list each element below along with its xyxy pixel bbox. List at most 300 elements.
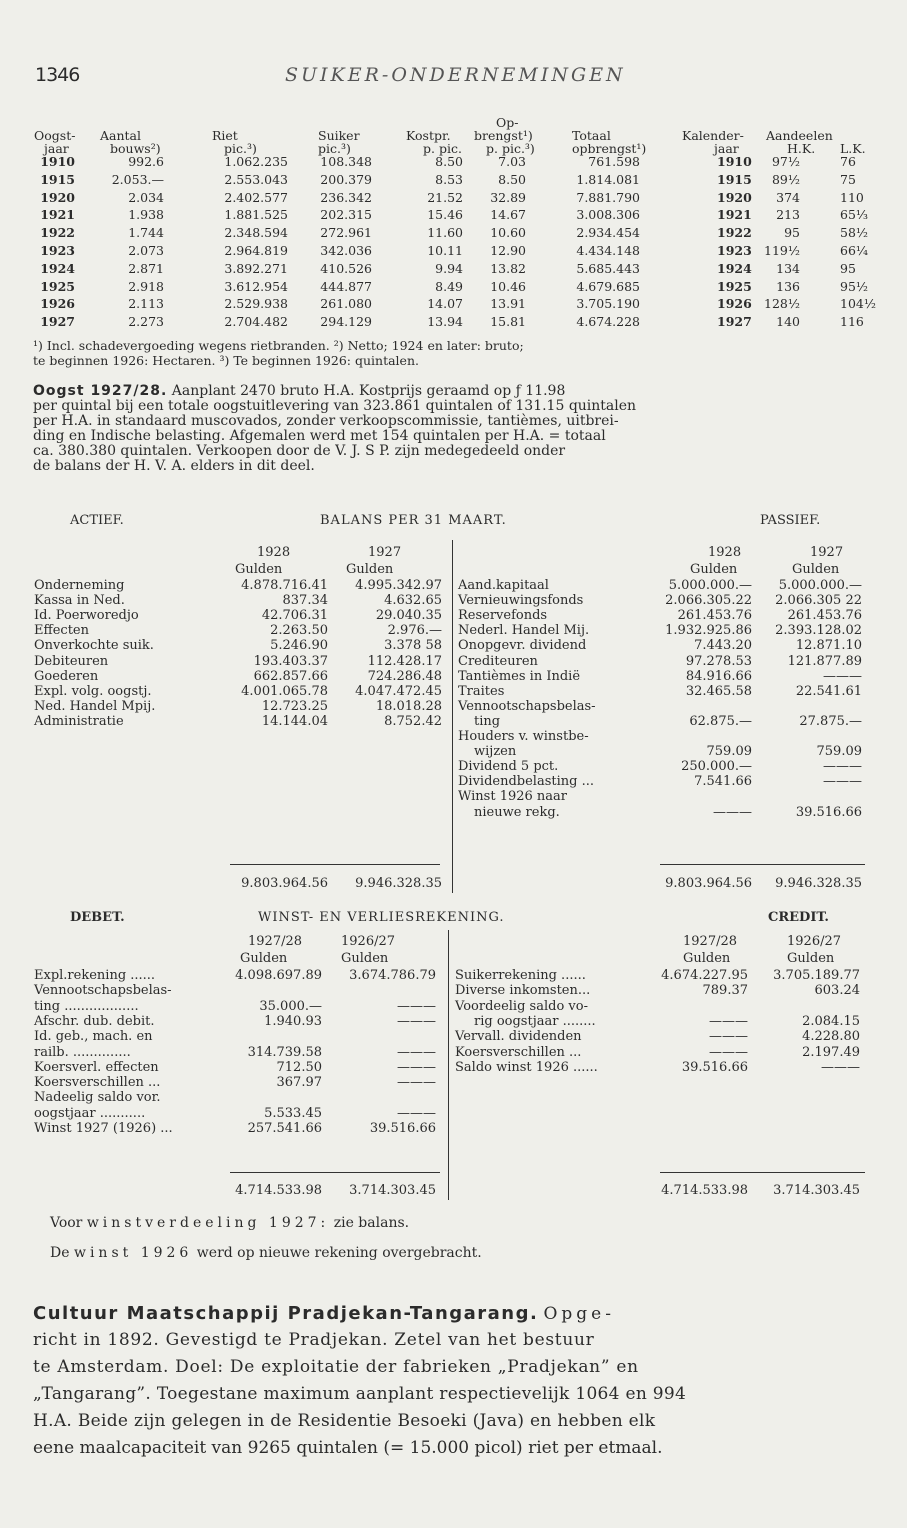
- passief-value: ———: [713, 804, 752, 820]
- credit-item: Koersverschillen ...: [455, 1044, 582, 1060]
- table-cell: 1910: [40, 154, 75, 169]
- table-cell: 2.348.594: [224, 225, 288, 241]
- passief-value: 121.877.89: [787, 653, 862, 669]
- table-cell: 261.080: [320, 296, 372, 312]
- passief-item: Dividendbelasting ...: [458, 774, 594, 790]
- passief-value: 7.541.66: [694, 774, 752, 790]
- table-cell: 15.81: [490, 314, 526, 330]
- winst-title: WINST- EN VERLIESREKENING.: [258, 910, 505, 925]
- table-cell: 10.11: [427, 243, 463, 258]
- table-cell: 1.938: [128, 207, 164, 223]
- total-rule: [230, 1172, 440, 1173]
- table-cell: 4.679.685: [576, 278, 640, 294]
- table-cell: 4.434.148: [576, 243, 640, 258]
- credit-value: 2.084.15: [802, 1013, 860, 1029]
- debet-value: 39.516.66: [369, 1121, 436, 1136]
- actief-item: Onverkochte suik.: [34, 638, 154, 654]
- table-cell: 13.94: [427, 314, 463, 330]
- balans-title: BALANS PER 31 MAART.: [320, 513, 507, 528]
- table-cell: 32.89: [490, 189, 526, 205]
- table-cell: 12.90: [490, 243, 526, 258]
- passief-item: ting: [474, 713, 501, 729]
- credit-value: ———: [709, 1013, 748, 1029]
- table-cell: 95½: [840, 278, 869, 294]
- actief-value: 2.263.50: [270, 623, 328, 639]
- credit-title: CREDIT.: [768, 910, 829, 925]
- credit-value: 2.197.49: [802, 1044, 860, 1060]
- debet-value: 314.739.58: [247, 1044, 322, 1060]
- passief-item: Traites: [458, 683, 505, 699]
- company-name: Cultuur Maatschappij Pradjekan-Tangarang.: [33, 1303, 539, 1324]
- column-header: Op-: [496, 115, 519, 130]
- passief-value: 2.066.305 22: [775, 593, 862, 609]
- table-cell: 200.379: [320, 171, 372, 187]
- table-cell: 21.52: [427, 189, 463, 205]
- credit-value: ———: [709, 1044, 748, 1060]
- unit-header: Gulden: [240, 951, 288, 966]
- table-cell: 761.598: [588, 154, 640, 169]
- oogst-line: per quintal bij een totale oogstuitlevering van 323.861 quintalen of 131.15 quintalen: [33, 398, 637, 414]
- oogst-heading: Oogst 1927/28.: [33, 383, 168, 399]
- passief-item: Aand.kapitaal: [458, 578, 549, 593]
- table-cell: 1927: [40, 314, 75, 330]
- unit-header: Gulden: [683, 951, 731, 966]
- table-cell: 1915: [40, 171, 75, 187]
- actief-value: 4.878.716.41: [241, 578, 328, 593]
- unit-header: Gulden: [792, 562, 840, 577]
- unit-header: Gulden: [235, 562, 283, 577]
- passief-value: 2.393.128.02: [775, 623, 862, 639]
- table-cell: 3.892.271: [224, 260, 288, 276]
- table-cell: 95: [784, 225, 800, 241]
- table-cell: 2.871: [128, 260, 164, 276]
- credit-value: 4.228.80: [802, 1029, 860, 1045]
- column-rule: [452, 540, 453, 893]
- actief-value: 29.040.35: [375, 608, 442, 624]
- table-cell: 89½: [771, 171, 800, 187]
- table-cell: 128½: [764, 296, 800, 312]
- table-cell: 2.553.043: [224, 171, 288, 187]
- table-cell: 10.60: [490, 225, 526, 241]
- table-cell: 108.348: [320, 154, 372, 169]
- table-cell: 2.034: [128, 189, 164, 205]
- column-header: L.K.: [840, 141, 866, 156]
- table-cell: 2.529.938: [224, 296, 288, 312]
- debet-value: ———: [397, 1059, 436, 1075]
- table-cell: 374: [776, 189, 800, 205]
- table-cell: 2.402.577: [224, 189, 288, 205]
- table-cell: 116: [840, 314, 864, 330]
- table-cell: 140: [776, 314, 800, 330]
- passief-item: nieuwe rekg.: [474, 804, 560, 820]
- table-cell: 1920: [717, 189, 752, 205]
- company-line: te Amsterdam. Doel: De exploitatie der fabrieken „Pradjekan” en: [33, 1357, 639, 1377]
- table-cell: 8.49: [435, 278, 463, 294]
- debet-item: Nadeelig saldo vor.: [34, 1090, 161, 1106]
- passief-item: Vennootschapsbelas-: [458, 698, 596, 714]
- actief-item: Ned. Handel Mpij.: [34, 698, 156, 714]
- table-cell: 294.129: [320, 314, 372, 330]
- table-cell: 13.91: [490, 296, 526, 312]
- note-text: Voor: [50, 1215, 83, 1231]
- oogst-line: de balans der H. V. A. elders in dit deel.: [33, 458, 315, 474]
- passief-value: 97.278.53: [685, 653, 752, 669]
- company-line: „Tangarang”. Toegestane maximum aanplant respectievelijk 1064 en 994: [33, 1384, 687, 1404]
- table-cell: 1910: [717, 154, 752, 169]
- table-cell: 1922: [717, 225, 752, 241]
- debet-value: 4.098.697.89: [235, 968, 322, 983]
- table-cell: 213: [776, 207, 800, 223]
- company-line: richt in 1892. Gevestigd te Pradjekan. Zetel van het bestuur: [33, 1330, 595, 1350]
- column-header: Aantal: [100, 128, 142, 143]
- column-header: jaar: [44, 141, 69, 156]
- table-cell: 2.918: [128, 278, 164, 294]
- table-cell: 58½: [840, 225, 869, 241]
- column-header: Suiker: [318, 128, 360, 143]
- passief-value: 62.875.—: [689, 713, 752, 729]
- table-cell: 1926: [40, 296, 75, 312]
- debet-item: Vennootschapsbelas-: [34, 983, 172, 999]
- debet-item: oogstjaar ...........: [34, 1105, 146, 1121]
- passief-item: wijzen: [474, 744, 517, 760]
- debet-value: ———: [397, 1044, 436, 1060]
- table-cell: 1925: [717, 278, 752, 294]
- debet-value: 367.97: [276, 1075, 322, 1091]
- column-header: Kostpr.: [406, 128, 451, 143]
- credit-value: ———: [709, 1029, 748, 1045]
- passief-value: 22.541.61: [795, 683, 862, 699]
- actief-item: Kassa in Ned.: [34, 593, 125, 609]
- credit-value: 789.37: [702, 983, 748, 999]
- column-header: opbrengst¹): [572, 141, 647, 156]
- actief-value: 18.018.28: [375, 698, 442, 714]
- table-cell: 1921: [717, 207, 752, 223]
- passief-value: 39.516.66: [795, 804, 862, 820]
- debet-title: DEBET.: [70, 910, 125, 925]
- actief-item: Goederen: [34, 668, 99, 684]
- total-rule: [230, 864, 440, 865]
- table-cell: 2.704.482: [224, 314, 288, 330]
- table-cell: 8.53: [435, 171, 463, 187]
- passief-value: 27.875.—: [799, 713, 862, 729]
- oogst-line: per H.A. in standaard muscovados, zonder verkoopscommissie, tantièmes, uitbrei-: [33, 413, 619, 429]
- table-cell: 97½: [771, 154, 800, 169]
- table-cell: 8.50: [498, 171, 526, 187]
- table-cell: 1924: [40, 260, 75, 276]
- table-cell: 2.934.454: [576, 225, 640, 241]
- table-cell: 992.6: [128, 154, 164, 169]
- unit-header: Gulden: [341, 951, 389, 966]
- debet-item: Expl.rekening ......: [34, 968, 156, 983]
- footnote-2: te beginnen 1926: Hectaren. ³) Te beginnen 1926: quintalen.: [33, 353, 419, 368]
- passief-value: 5.000.000.—: [778, 578, 862, 593]
- debet-value: ———: [397, 1075, 436, 1091]
- passief-value: ———: [823, 668, 862, 684]
- company-line: eene maalcapaciteit van 9265 quintalen (= 15.000 picol) riet per etmaal.: [33, 1438, 663, 1458]
- actief-value: 837.34: [282, 593, 328, 609]
- actief-value: 4.001.065.78: [241, 683, 328, 699]
- table-cell: 2.053.—: [111, 171, 164, 187]
- credit-item: Suikerrekening ......: [455, 968, 586, 983]
- table-cell: 3.612.954: [224, 278, 288, 294]
- total-value: 3.714.303.45: [349, 1183, 436, 1198]
- note-winst-1926: [50, 1245, 482, 1261]
- debet-value: 5.533.45: [264, 1105, 322, 1121]
- credit-value: 39.516.66: [681, 1059, 748, 1075]
- debet-value: 35.000.—: [259, 998, 322, 1014]
- passief-value: 759.09: [816, 744, 862, 760]
- debet-value: 3.674.786.79: [349, 968, 436, 983]
- table-cell: 1920: [40, 189, 75, 205]
- table-cell: 1923: [717, 243, 752, 258]
- actief-value: 5.246.90: [270, 638, 328, 654]
- passief-value: 1.932.925.86: [665, 623, 752, 639]
- credit-value: 603.24: [814, 983, 860, 999]
- passief-item: Dividend 5 pct.: [458, 759, 559, 775]
- table-cell: 1.814.081: [576, 171, 640, 187]
- table-cell: 236.342: [320, 189, 372, 205]
- actief-value: 112.428.17: [367, 653, 442, 669]
- actief-item: Id. Poerworedjo: [34, 608, 139, 624]
- total-value: 9.946.328.35: [775, 876, 862, 891]
- table-cell: 3.008.306: [576, 207, 640, 223]
- column-header: p. pic.: [423, 141, 462, 156]
- table-cell: 1923: [40, 243, 75, 258]
- column-header: Aandeelen: [766, 128, 833, 143]
- table-cell: 410.526: [320, 260, 372, 276]
- passief-item: Tantièmes in Indië: [458, 668, 581, 684]
- note-text: De: [50, 1245, 70, 1261]
- year-header: 1927: [810, 545, 844, 560]
- table-cell: 1.744: [128, 225, 164, 241]
- passief-value: 261.453.76: [677, 608, 752, 624]
- note-text: werd op nieuwe rekening overgebracht.: [196, 1245, 482, 1261]
- oogst-line: ca. 380.380 quintalen. Verkoopen door de V. J. S P. zijn medegedeeld onder: [33, 443, 566, 459]
- actief-item: Administratie: [34, 713, 124, 729]
- debet-item: Id. geb., mach. en: [34, 1029, 153, 1045]
- passief-item: Crediteuren: [458, 653, 538, 669]
- year-header: 1927/28: [248, 934, 303, 949]
- table-cell: 75: [840, 171, 856, 187]
- debet-item: Koersverschillen ...: [34, 1075, 161, 1091]
- table-cell: 65⅓: [840, 207, 869, 223]
- actief-value: 42.706.31: [261, 608, 328, 624]
- column-header: Oogst-: [34, 128, 76, 143]
- passief-value: 32.465.58: [685, 683, 752, 699]
- passief-value: 759.09: [706, 744, 752, 760]
- total-rule: [660, 864, 865, 865]
- note-text: winstverdeeling 1927:: [86, 1215, 330, 1231]
- credit-value: ———: [821, 1059, 860, 1075]
- table-cell: 1924: [717, 260, 752, 276]
- column-header: Kalender-: [682, 128, 744, 143]
- debet-item: Koersverl. effecten: [34, 1059, 159, 1075]
- column-header: pic.³): [318, 141, 351, 156]
- note-text: winst 1926: [73, 1245, 193, 1261]
- debet-item: Afschr. dub. debit.: [34, 1013, 155, 1029]
- actief-value: 4.047.472.45: [355, 683, 442, 699]
- note-winstverdeeling: [50, 1215, 409, 1231]
- passief-value: ———: [823, 759, 862, 775]
- table-cell: 136: [776, 278, 800, 294]
- credit-item: Voordeelig saldo vo-: [455, 998, 588, 1014]
- table-cell: 66¼: [840, 243, 869, 258]
- actief-value: 14.144.04: [261, 713, 328, 729]
- table-cell: 10.46: [490, 278, 526, 294]
- table-cell: 134: [776, 260, 800, 276]
- passief-item: Onopgevr. dividend: [458, 638, 587, 654]
- table-cell: 13.82: [490, 260, 526, 276]
- column-header: Riet: [212, 128, 238, 143]
- passief-item: Nederl. Handel Mij.: [458, 623, 590, 639]
- table-cell: 4.674.228: [576, 314, 640, 330]
- table-cell: 76: [840, 154, 856, 169]
- actief-value: 4.632.65: [384, 593, 442, 609]
- debet-value: 257.541.66: [247, 1121, 322, 1136]
- table-cell: 11.60: [427, 225, 463, 241]
- column-header: pic.³): [224, 141, 257, 156]
- table-cell: 1.881.525: [224, 207, 288, 223]
- column-rule: [448, 930, 449, 1200]
- table-cell: 14.67: [490, 207, 526, 223]
- company-line: H.A. Beide zijn gelegen in de Residentie Besoeki (Java) en hebben elk: [33, 1411, 656, 1431]
- credit-value: 3.705.189.77: [773, 968, 860, 983]
- column-header: brengst¹): [474, 128, 533, 143]
- debet-value: ———: [397, 1105, 436, 1121]
- passief-value: 5.000.000.—: [668, 578, 752, 593]
- table-cell: 14.07: [427, 296, 463, 312]
- table-cell: 1926: [717, 296, 752, 312]
- passief-value: 7.443.20: [694, 638, 752, 654]
- credit-item: Saldo winst 1926 ......: [455, 1059, 598, 1075]
- table-cell: 272.961: [320, 225, 372, 241]
- debet-value: 712.50: [276, 1059, 322, 1075]
- credit-item: Diverse inkomsten...: [455, 983, 591, 999]
- table-cell: 1922: [40, 225, 75, 241]
- note-text: zie balans.: [333, 1215, 410, 1231]
- year-header: 1926/27: [341, 934, 396, 949]
- actief-item: Effecten: [34, 623, 89, 639]
- actief-title: ACTIEF.: [70, 513, 124, 528]
- actief-value: 193.403.37: [253, 653, 328, 669]
- table-cell: 3.705.190: [576, 296, 640, 312]
- column-header: Totaal: [572, 128, 611, 143]
- actief-value: 724.286.48: [367, 668, 442, 684]
- debet-value: 1.940.93: [264, 1013, 322, 1029]
- passief-value: 84.916.66: [685, 668, 752, 684]
- actief-value: 662.857.66: [253, 668, 328, 684]
- table-cell: 2.113: [128, 296, 164, 312]
- oogst-line: ding en Indische belasting. Afgemalen werd met 154 quintalen per H.A. = totaal: [33, 428, 606, 444]
- credit-value: 4.674.227.95: [661, 968, 748, 983]
- footnote-1: ¹) Incl. schadevergoeding wegens rietbranden. ²) Netto; 1924 en later: bruto;: [33, 338, 524, 353]
- company-paragraph: [33, 1303, 615, 1324]
- debet-item: ting ..................: [34, 998, 139, 1014]
- unit-header: Gulden: [346, 562, 394, 577]
- table-cell: 342.036: [320, 243, 372, 258]
- table-cell: 5.685.443: [576, 260, 640, 276]
- year-header: 1928: [708, 545, 742, 560]
- table-cell: 2.073: [128, 243, 164, 258]
- table-cell: 1.062.235: [224, 154, 288, 169]
- table-cell: 95: [840, 260, 856, 276]
- total-value: 3.714.303.45: [773, 1183, 860, 1198]
- table-cell: 8.50: [435, 154, 463, 169]
- table-cell: 1921: [40, 207, 75, 223]
- total-value: 9.803.964.56: [241, 876, 328, 891]
- passief-value: ———: [823, 774, 862, 790]
- passief-value: 2.066.305.22: [665, 593, 752, 609]
- year-header: 1927: [368, 545, 402, 560]
- actief-item: Onderneming: [34, 578, 125, 593]
- table-cell: 110: [840, 189, 864, 205]
- year-header: 1928: [257, 545, 291, 560]
- table-cell: 15.46: [427, 207, 463, 223]
- company-line: Opge-: [543, 1304, 615, 1324]
- passief-item: Winst 1926 naar: [458, 789, 567, 805]
- table-cell: 202.315: [320, 207, 372, 223]
- passief-item: Vernieuwingsfonds: [458, 593, 584, 609]
- table-cell: 1925: [40, 278, 75, 294]
- actief-value: 8.752.42: [384, 713, 442, 729]
- debet-item: Winst 1927 (1926) ...: [34, 1121, 173, 1136]
- credit-item: Vervall. dividenden: [455, 1029, 582, 1045]
- column-header: p. pic.³): [486, 141, 535, 156]
- page-number: 1346: [35, 64, 80, 86]
- table-cell: 9.94: [435, 260, 463, 276]
- actief-value: 4.995.342.97: [355, 578, 442, 593]
- oogst-paragraph: [33, 383, 565, 399]
- debet-value: ———: [397, 1013, 436, 1029]
- table-cell: 1927: [717, 314, 752, 330]
- unit-header: Gulden: [690, 562, 738, 577]
- passief-item: Reservefonds: [458, 608, 548, 624]
- total-rule: [660, 1172, 865, 1173]
- total-value: 9.803.964.56: [665, 876, 752, 891]
- unit-header: Gulden: [787, 951, 835, 966]
- total-value: 4.714.533.98: [235, 1183, 322, 1198]
- actief-value: 3.378 58: [384, 638, 442, 654]
- passief-value: 12.871.10: [795, 638, 862, 654]
- credit-item: rig oogstjaar ........: [474, 1013, 596, 1029]
- oogst-line-0: Aanplant 2470 bruto H.A. Kostprijs geraamd op ƒ 11.98: [171, 383, 566, 399]
- column-header: H.K.: [787, 141, 816, 156]
- column-header: bouws²): [110, 141, 161, 156]
- actief-item: Debiteuren: [34, 653, 109, 669]
- table-cell: 104½: [840, 296, 876, 312]
- table-cell: 7.881.790: [576, 189, 640, 205]
- passief-item: Houders v. winstbe-: [458, 729, 589, 744]
- table-cell: 7.03: [498, 154, 526, 169]
- year-header: 1927/28: [683, 934, 738, 949]
- column-header: jaar: [714, 141, 739, 156]
- actief-value: 2.976.—: [387, 623, 442, 639]
- table-cell: 444.877: [320, 278, 372, 294]
- debet-item: railb. ..............: [34, 1044, 131, 1060]
- table-cell: 1915: [717, 171, 752, 187]
- total-value: 4.714.533.98: [661, 1183, 748, 1198]
- total-value: 9.946.328.35: [355, 876, 442, 891]
- actief-item: Expl. volg. oogstj.: [34, 683, 152, 699]
- table-cell: 2.273: [128, 314, 164, 330]
- debet-value: ———: [397, 998, 436, 1014]
- running-title: SUIKER-ONDERNEMINGEN: [285, 64, 626, 86]
- actief-value: 12.723.25: [261, 698, 328, 714]
- table-cell: 119½: [764, 243, 800, 258]
- year-header: 1926/27: [787, 934, 842, 949]
- passief-value: 261.453.76: [787, 608, 862, 624]
- table-cell: 2.964.819: [224, 243, 288, 258]
